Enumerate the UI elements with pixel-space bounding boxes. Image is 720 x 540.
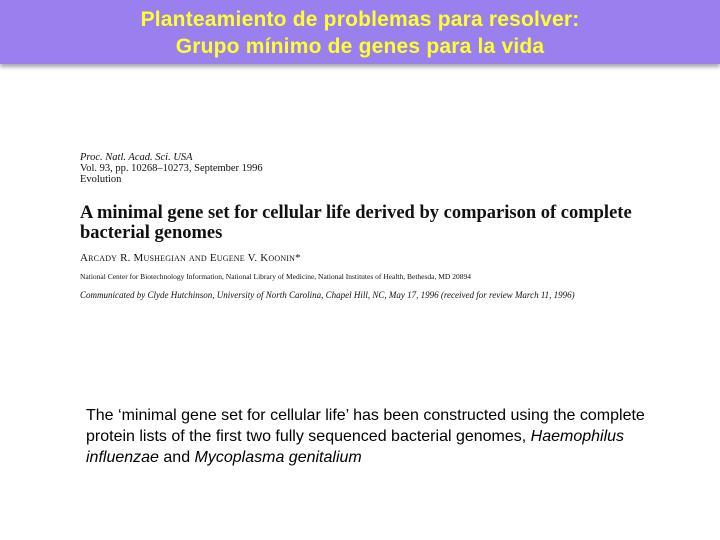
organism-haemophilus: Haemophilus influenzae	[86, 428, 625, 466]
slide-title-line-1: Planteamiento de problemas para resolver:	[140, 8, 580, 31]
summary-text	[86, 405, 646, 468]
organism-mycoplasma: Mycoplasma genitalium	[194, 449, 362, 466]
paper-title: A minimal gene set for cellular life derived by comparison of complete bacterial genomes	[80, 203, 632, 243]
paper-authors: Arcady R. Mushegian and Eugene V. Koonin*	[80, 252, 301, 264]
summary-conjunction: and	[158, 449, 195, 466]
summary-text-body: The ‘minimal gene set for cellular life’ has been constructed using the complete protein lists of the first two fully sequenced bacterial genomes,	[86, 407, 645, 445]
journal-section: Evolution	[80, 174, 122, 185]
slide-title-banner	[0, 0, 720, 64]
journal-volume: Vol. 93, pp. 10268–10273, September 1996	[80, 163, 263, 174]
paper-header-image	[80, 152, 680, 300]
journal-citation: Proc. Natl. Acad. Sci. USA	[80, 152, 193, 163]
slide-title-line-2: Grupo mínimo de genes para la vida	[175, 35, 545, 58]
paper-affiliation: National Center for Biotechnology Information, National Library of Medicine, National Institutes of Health, Bethesda, MD 20894	[80, 272, 471, 281]
paper-communicated: Communicated by Clyde Hutchinson, University of North Carolina, Chapel Hill, NC, May 17, 1996 (received for review March 11, 1996)	[80, 290, 575, 300]
